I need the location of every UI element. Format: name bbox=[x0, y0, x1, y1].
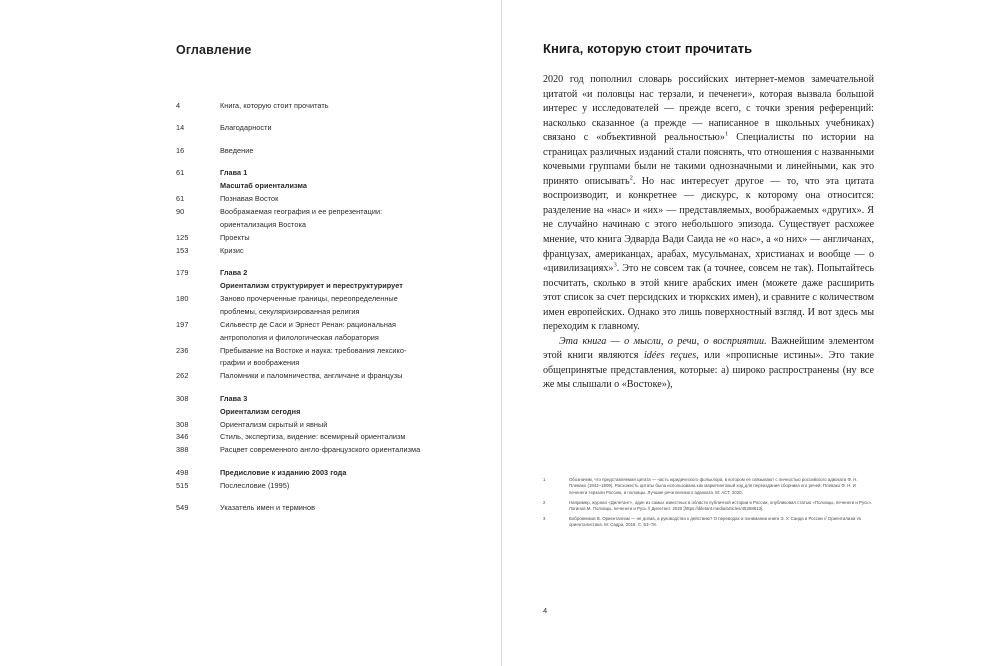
body-text-run: Важнейшим элементом этой книги являются bbox=[543, 335, 874, 362]
toc-group bbox=[176, 122, 476, 133]
toc-entry[interactable] bbox=[176, 267, 476, 278]
toc-group bbox=[176, 267, 476, 382]
toc-page-number: 262 bbox=[176, 371, 189, 381]
toc-entry[interactable] bbox=[176, 467, 476, 478]
toc-entry-label: Указатель имен и терминов bbox=[220, 503, 316, 513]
toc-entry-label: Введение bbox=[220, 145, 254, 155]
toc-entry[interactable] bbox=[176, 306, 476, 317]
toc-page-number: 388 bbox=[176, 445, 189, 455]
toc-entry[interactable] bbox=[176, 280, 476, 291]
table-of-contents bbox=[176, 100, 476, 524]
toc-page-number: 308 bbox=[176, 419, 189, 429]
toc-entry[interactable] bbox=[176, 206, 476, 217]
toc-group bbox=[176, 502, 476, 513]
toc-page-number bbox=[176, 406, 220, 417]
toc-entry-label: Расцвет современного англо-французского ориентализма bbox=[220, 445, 421, 455]
toc-entry[interactable] bbox=[176, 100, 476, 111]
toc-page-number: 4 bbox=[176, 101, 181, 110]
toc-entry[interactable] bbox=[176, 502, 476, 513]
toc-entry-label: Стиль, экспертиза, видение: всемирный ориентализм bbox=[220, 432, 406, 442]
toc-entry-label: Благодарности bbox=[220, 123, 272, 133]
toc-entry[interactable] bbox=[176, 332, 476, 343]
right-page-chapter bbox=[502, 0, 1000, 666]
toc-page-number bbox=[176, 332, 220, 343]
footnote-marker: 3 bbox=[543, 515, 546, 521]
toc-group bbox=[176, 393, 476, 456]
toc-entry[interactable] bbox=[176, 345, 476, 356]
toc-page-number: 549 bbox=[176, 503, 189, 513]
toc-entry[interactable] bbox=[176, 480, 476, 491]
toc-page-number: 14 bbox=[176, 123, 185, 133]
body-text-run: , или «прописные истины». Это такие общепринятые представления, которые: а) широко распространены (ну все же мы слышали о «Востоке»), bbox=[543, 350, 874, 391]
toc-entry[interactable] bbox=[176, 357, 476, 368]
page-number: 4 bbox=[543, 606, 548, 615]
toc-entry-label: Глава 3 bbox=[220, 393, 248, 403]
toc-entry-label: Паломники и паломничества, англичане и французы bbox=[220, 371, 403, 381]
toc-page-number: 179 bbox=[176, 268, 189, 278]
toc-entry[interactable] bbox=[176, 319, 476, 330]
footnote-text: Бобровников В. Ориентализм — не догма, а руководство к действию? О переводах и понимании книги Э. У. Саида в России // Ориентализм vs ориенталистика. М: Садра, 2016. С. 53–78. bbox=[569, 515, 861, 528]
body-text-run: Специалисты по истории на страницах различных изданий стали пояснять, что отношения с названными кочевыми группами были не такими однозначными и линейными, как это принято описывать bbox=[543, 132, 874, 187]
body-text-run: 2020 год пополнил словарь российских интернет-мемов замечательной цитатой «и половцы нас терзали, и печенеги», которая вызвала большой интерес у исследователей — прежде всего, с точки зрения референций: насколько сказанное (а прежде — написанное в школьных учебниках) связано с «объективной реальностью» bbox=[543, 74, 874, 144]
toc-entry-label: графии и воображения bbox=[220, 358, 300, 368]
footnotes-block bbox=[543, 477, 874, 532]
toc-entry[interactable] bbox=[176, 219, 476, 230]
toc-entry-label: Проекты bbox=[220, 232, 250, 242]
toc-entry-label: Ориентализм сегодня bbox=[220, 406, 301, 416]
toc-entry[interactable] bbox=[176, 293, 476, 304]
footnote-item bbox=[543, 500, 874, 513]
body-text-run: . Но нас интересует другое — то, что эта цитата воспроизводит, и конкретнее — дискурс, к которому она относится: разделение на «нас» и «их» — представляемых, воображаемых «других». Я не случайно начинаю с этого небольшого эпизода. Существует расхожее мнение, что книга Эдварда Вади Саида не «о нас», а «о них» — англичанах, французах, американцах, арабах, мусульманах, христианах и вообще — о «цивилизациях» bbox=[543, 175, 874, 275]
footnote-marker: 2 bbox=[543, 499, 546, 505]
body-paragraph bbox=[543, 73, 874, 335]
toc-entry-label: Кризис bbox=[220, 245, 244, 255]
toc-page-number bbox=[176, 180, 220, 191]
toc-entry-label: Глава 1 bbox=[220, 168, 248, 178]
footnote-text: Например, журнал «Дилетант», один из самых известных в области публичной истории в России, опубликовал статью «Половцы, печенеги и Русь». Логинов М. Половцы, печенеги и Русь // Дилетант. 2020 [https://diletant.media/articles/45268813]. bbox=[569, 499, 873, 511]
toc-page-number: 125 bbox=[176, 232, 189, 242]
toc-entry-label: Глава 2 bbox=[220, 268, 248, 278]
toc-entry[interactable] bbox=[176, 145, 476, 156]
toc-page-number: 197 bbox=[176, 319, 189, 329]
toc-page-number: 515 bbox=[176, 480, 189, 490]
toc-entry-label: Послесловие (1995) bbox=[220, 480, 290, 490]
toc-group bbox=[176, 167, 476, 256]
toc-page-number bbox=[176, 219, 220, 230]
footnote-text: Обозначим, что представляемая цитата — часть юридического фольклора, в котором ее связывают с личностью российского адвоката Ф. Н. Плевако (1842–1909). Расхожесть цитаты была использована как маркетинговый ход для переиздания сборника его речей. Плевако Ф. Н. И печенеги терзали Россию, и половцы. Лучшие речи великого адвоката. М: АСТ, 2020. bbox=[569, 477, 858, 495]
footnote-reference[interactable]: 3 bbox=[613, 261, 617, 269]
toc-page-number bbox=[176, 280, 220, 291]
toc-page-number: 90 bbox=[176, 206, 185, 216]
toc-page-number: 180 bbox=[176, 293, 189, 303]
toc-page-number: 346 bbox=[176, 432, 189, 442]
body-paragraph bbox=[543, 335, 874, 393]
toc-entry-label: Сильвестр де Саси и Эрнест Ренан: рациональная bbox=[220, 319, 397, 329]
toc-page-number bbox=[176, 357, 220, 368]
footnote-item bbox=[543, 516, 874, 529]
toc-entry-label: Ориентализм скрытый и явный bbox=[220, 419, 328, 429]
toc-page-number: 61 bbox=[176, 168, 185, 178]
toc-entry-label: Воображаемая география и ее репрезентации: bbox=[220, 206, 383, 216]
toc-entry[interactable] bbox=[176, 406, 476, 417]
emphasised-text: idées reçues bbox=[643, 350, 697, 362]
toc-entry[interactable] bbox=[176, 431, 476, 442]
toc-entry[interactable] bbox=[176, 193, 476, 204]
toc-entry[interactable] bbox=[176, 167, 476, 178]
toc-entry[interactable] bbox=[176, 370, 476, 381]
toc-page-number bbox=[176, 306, 220, 317]
toc-page-number: 498 bbox=[176, 467, 189, 477]
toc-entry[interactable] bbox=[176, 180, 476, 191]
toc-entry[interactable] bbox=[176, 122, 476, 133]
contents-heading: Оглавление bbox=[176, 43, 252, 57]
chapter-heading: Книга, которую стоит прочитать bbox=[543, 41, 753, 56]
toc-page-number: 236 bbox=[176, 345, 189, 355]
toc-entry-label: Познавая Восток bbox=[220, 194, 279, 204]
footnote-item bbox=[543, 477, 874, 496]
toc-entry[interactable] bbox=[176, 232, 476, 243]
footnote-reference[interactable]: 1 bbox=[724, 130, 729, 138]
toc-entry[interactable] bbox=[176, 419, 476, 430]
toc-entry-label: антропология и филологическая лаборатория bbox=[220, 332, 379, 342]
toc-entry-label: Книга, которую стоит прочитать bbox=[220, 101, 329, 110]
toc-entry[interactable] bbox=[176, 245, 476, 256]
toc-group bbox=[176, 467, 476, 491]
footnote-reference[interactable]: 2 bbox=[629, 174, 633, 182]
toc-entry[interactable] bbox=[176, 393, 476, 404]
toc-entry-label: Заново прочерченные границы, переопределенные bbox=[220, 293, 398, 303]
footnote-marker: 1 bbox=[543, 477, 546, 482]
toc-entry-label: ориентализация Востока bbox=[220, 219, 306, 229]
body-text-run: . Это не совсем так (а точнее, совсем не так). Попытайтесь посчитать, сколько в этой книге арабских имен (можете даже расширить этот список за счет персидских и тюркских имен), и сравните с количеством имен европейских. Однако это лишь поверхностный взгляд. И вот здесь мы переходим к главному. bbox=[543, 263, 874, 333]
chapter-body-text bbox=[543, 73, 874, 393]
toc-page-number: 308 bbox=[176, 393, 189, 403]
toc-group bbox=[176, 145, 476, 156]
toc-entry-label: Ориентализм структурирует и переструктурирует bbox=[220, 280, 403, 290]
toc-entry[interactable] bbox=[176, 444, 476, 455]
toc-page-number: 153 bbox=[176, 245, 189, 255]
toc-group bbox=[176, 100, 476, 111]
toc-page-number: 16 bbox=[176, 145, 185, 155]
toc-entry-label: проблемы, секуляризированная религия bbox=[220, 306, 360, 316]
toc-entry-label: Масштаб ориентализма bbox=[220, 181, 307, 191]
toc-entry-label: Предисловие к изданию 2003 года bbox=[220, 467, 347, 477]
toc-entry-label: Пребывание на Востоке и наука: требования лексико- bbox=[220, 345, 407, 355]
toc-page-number: 61 bbox=[176, 194, 185, 204]
emphasised-text: Эта книга — о мысли, о речи, о восприятии. bbox=[559, 335, 767, 347]
